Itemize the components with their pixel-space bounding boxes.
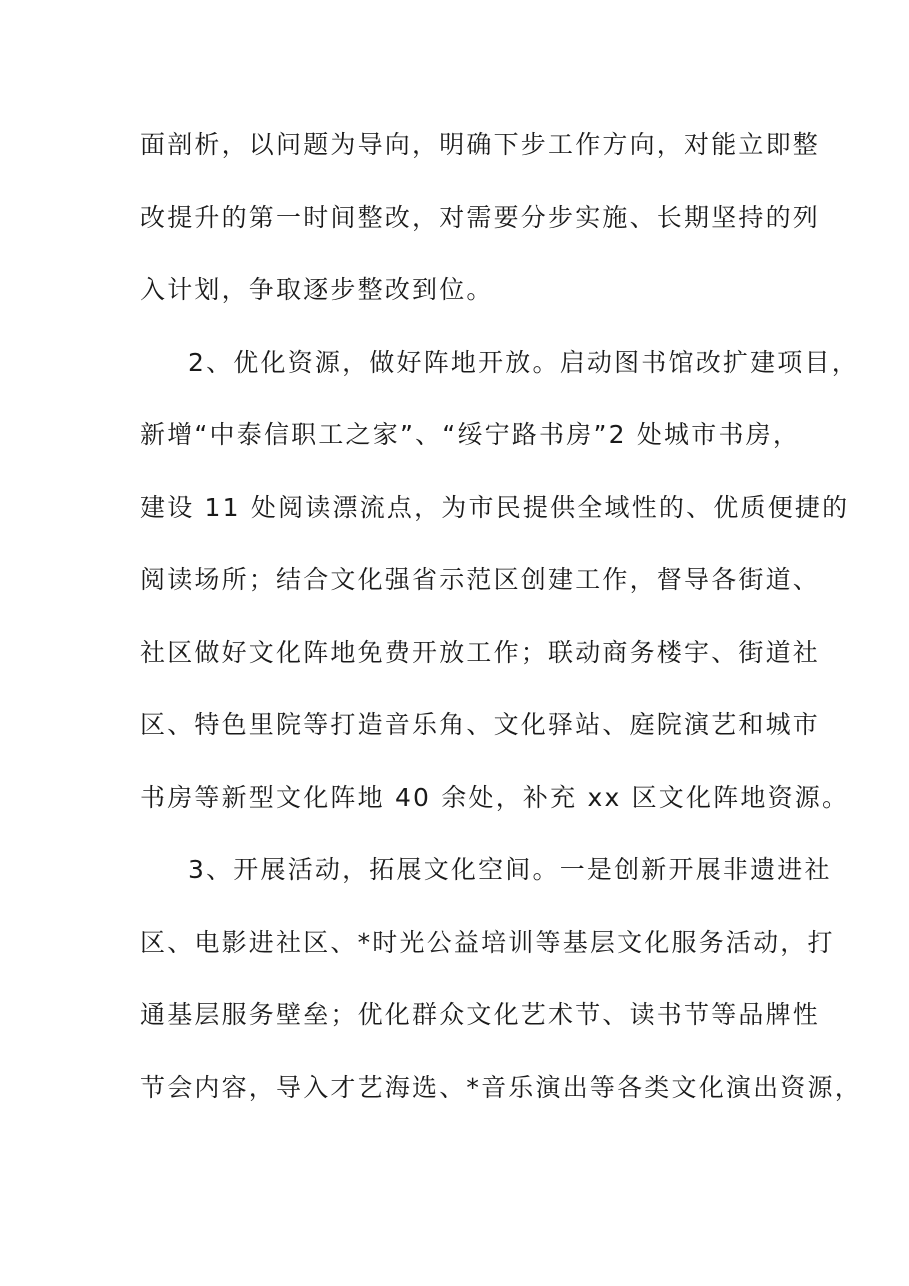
paragraph-2-first-line: 2、优化资源，做好阵地开放。启动图书馆改扩建项目， — [188, 347, 859, 377]
text-line: 阅读场所；结合文化强省示范区创建工作，督导各街道、 — [140, 565, 821, 594]
text-line: 面剖析，以问题为导向，明确下步工作方向，对能立即整 — [140, 130, 821, 159]
text-line: 区、特色里院等打造音乐角、文化驿站、庭院演艺和城市 — [140, 710, 821, 739]
text-line: 书房等新型文化阵地 40 余处，补充 xx 区文化阵地资源。 — [140, 782, 850, 812]
text-line: 区、电影进社区、*时光公益培训等基层文化服务活动，打 — [140, 927, 835, 957]
text-line: 入计划，争取逐步整改到位。 — [140, 275, 494, 304]
text-line: 改提升的第一时间整改，对需要分步实施、长期坚持的列 — [140, 202, 821, 232]
text-line: 节会内容，导入才艺海选、*音乐演出等各类文化演出资源， — [140, 1072, 862, 1102]
paragraph-3-first-line: 3、开展活动，拓展文化空间。一是创新开展非遗进社 — [188, 855, 832, 884]
body-text — [140, 120, 862, 1135]
text-line: 新增“中泰信职工之家”、“绥宁路书房”2 处城市书房， — [140, 420, 801, 449]
text-line: 社区做好文化阵地免费开放工作；联动商务楼宇、街道社 — [140, 637, 821, 667]
text-line: 建设 11 处阅读漂流点，为市民提供全域性的、优质便捷的 — [140, 492, 850, 522]
text-line: 通基层服务壁垒；优化群众文化艺术节、读书节等品牌性 — [140, 1000, 821, 1029]
